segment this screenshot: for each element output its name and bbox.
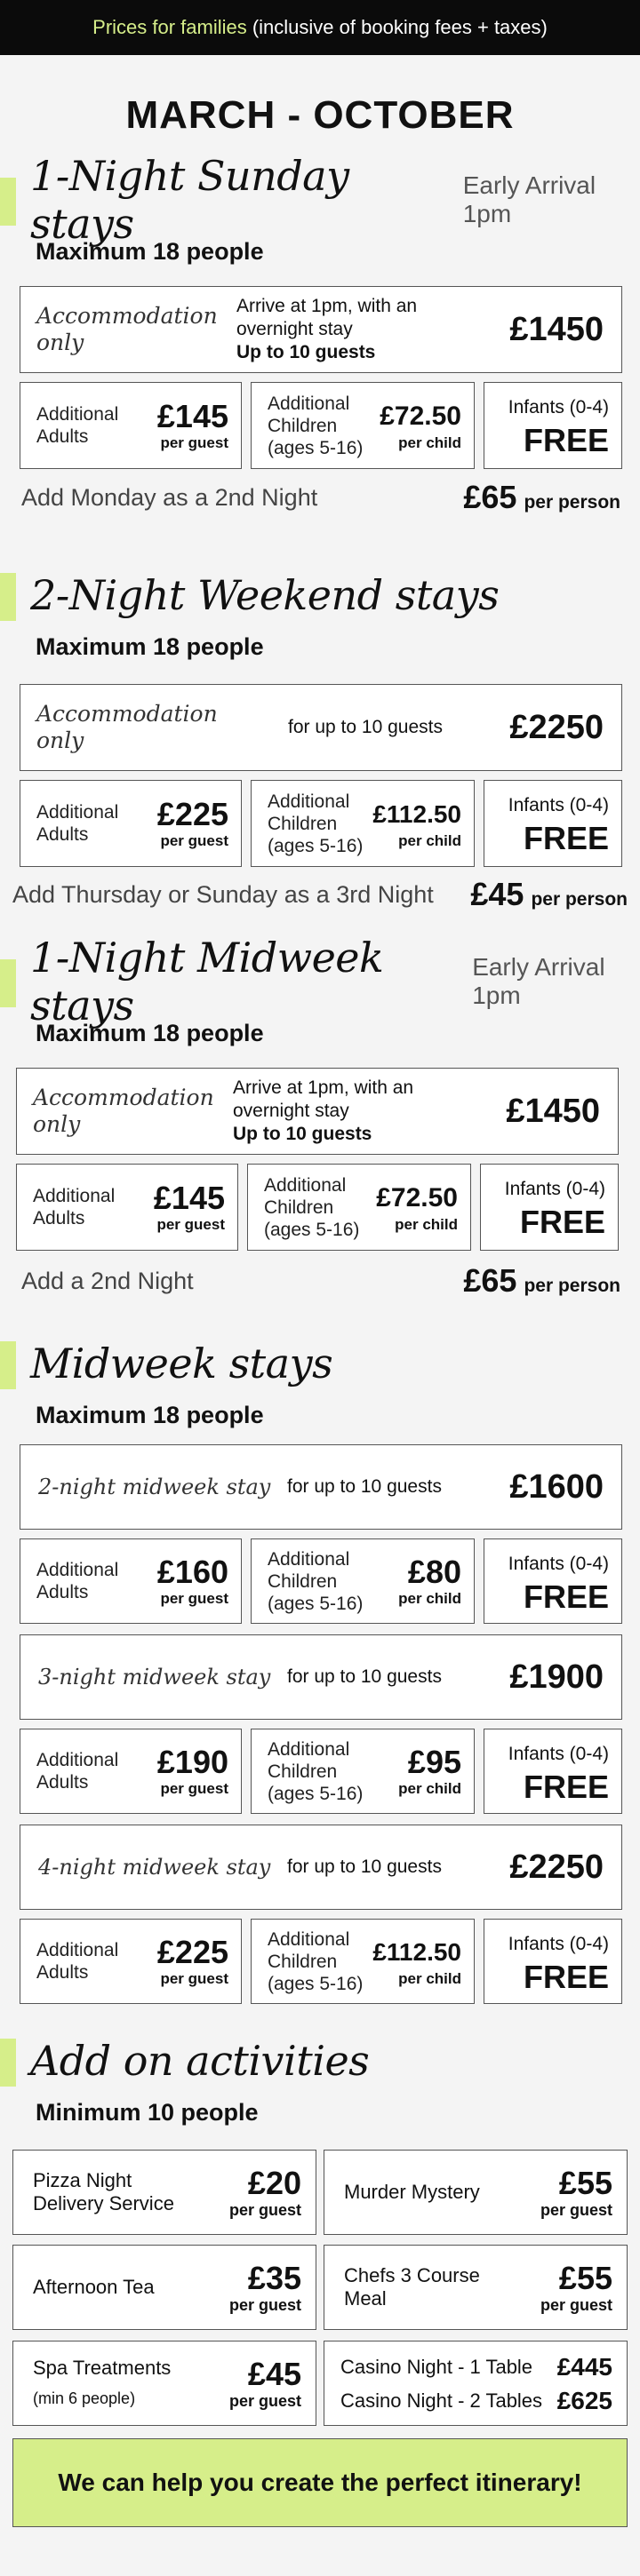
children-label: Additional Children (ages 5-16) bbox=[268, 1928, 364, 1994]
children-price: £80 bbox=[407, 1554, 461, 1590]
accommodation-label: Accommodation only bbox=[33, 1085, 214, 1137]
children-price: £112.50 bbox=[372, 800, 461, 828]
adults-per: per guest bbox=[160, 1590, 228, 1607]
activity-name: Pizza Night Delivery Service bbox=[33, 2169, 174, 2214]
adults-label: Additional Adults bbox=[33, 1186, 116, 1228]
additional-children-card bbox=[251, 382, 475, 469]
children-price: £95 bbox=[407, 1744, 461, 1780]
additional-adults-card bbox=[20, 382, 242, 469]
adults-per: per guest bbox=[160, 434, 228, 451]
additional-children-card bbox=[251, 780, 475, 867]
adults-label: Additional Adults bbox=[36, 1560, 119, 1602]
infants-card bbox=[484, 1919, 622, 2004]
adults-price: £160 bbox=[156, 1554, 228, 1590]
max-people: Maximum 18 people bbox=[36, 633, 264, 660]
stay-price: £1600 bbox=[509, 1467, 604, 1506]
activity-price: £35 bbox=[247, 2259, 301, 2296]
extra-night-text: Add Thursday or Sunday as a 3rd Night bbox=[12, 880, 434, 908]
activity-per: per guest bbox=[540, 2200, 612, 2219]
extra-night-per: per person bbox=[531, 889, 628, 910]
section-midweek-stays bbox=[0, 1332, 640, 2016]
activity-name: Murder Mystery bbox=[344, 2181, 480, 2203]
section-title: Add on activities bbox=[30, 2037, 370, 2085]
stay-price: £2250 bbox=[509, 1848, 604, 1886]
activity-casino-night bbox=[324, 2341, 628, 2426]
extra-night-text: Add a 2nd Night bbox=[21, 1267, 194, 1294]
adults-per: per guest bbox=[160, 832, 228, 849]
pricing-banner bbox=[0, 0, 640, 55]
stay-label: 2-night midweek stay bbox=[38, 1475, 271, 1499]
midweek-stay-card bbox=[20, 1444, 622, 1530]
extra-night-price bbox=[470, 876, 628, 913]
activity-name bbox=[33, 2357, 171, 2410]
accommodation-description: for up to 10 guests bbox=[288, 717, 443, 737]
section-title: Midweek stays bbox=[30, 1340, 333, 1387]
children-label: Additional Children (ages 5-16) bbox=[268, 393, 364, 458]
children-label: Additional Children (ages 5-16) bbox=[268, 791, 364, 856]
accommodation-price: £1450 bbox=[506, 1092, 600, 1130]
adults-per: per guest bbox=[160, 1970, 228, 1987]
casino-two-name: Casino Night - 2 Tables bbox=[340, 2389, 543, 2412]
infants-card bbox=[480, 1164, 619, 1251]
infants-price: FREE bbox=[519, 1204, 605, 1240]
infants-price: FREE bbox=[523, 1959, 609, 1995]
stay-description: for up to 10 guests bbox=[287, 1666, 442, 1687]
midweek-stay-card bbox=[20, 1634, 622, 1720]
casino-one-name: Casino Night - 1 Table bbox=[340, 2356, 533, 2378]
section-title-row bbox=[0, 1332, 640, 1395]
adults-price: £145 bbox=[156, 398, 228, 434]
infants-price: FREE bbox=[523, 1769, 609, 1805]
accommodation-card bbox=[16, 1068, 619, 1155]
children-per: per child bbox=[398, 1780, 461, 1797]
section-title-row bbox=[0, 2030, 640, 2092]
adults-label: Additional Adults bbox=[36, 404, 119, 447]
additional-adults-card bbox=[20, 1538, 242, 1624]
adults-label: Additional Adults bbox=[36, 1750, 119, 1793]
accommodation-label: Accommodation only bbox=[36, 701, 218, 753]
activity-price: £20 bbox=[247, 2164, 301, 2201]
extra-night-row bbox=[12, 877, 628, 912]
infants-card bbox=[484, 780, 622, 867]
section-sunday-stays bbox=[0, 152, 640, 524]
section-title-row bbox=[0, 152, 640, 248]
adults-price: £145 bbox=[153, 1180, 225, 1216]
accent-bar bbox=[0, 959, 16, 1007]
max-people: Maximum 18 people bbox=[36, 238, 264, 265]
stay-description: for up to 10 guests bbox=[287, 1476, 442, 1497]
activity-name: Afternoon Tea bbox=[33, 2276, 155, 2298]
max-people: Maximum 18 people bbox=[36, 1020, 264, 1046]
children-price: £72.50 bbox=[380, 402, 461, 431]
extra-night-row bbox=[21, 1263, 620, 1299]
children-price: £72.50 bbox=[376, 1183, 458, 1212]
activity-price: £55 bbox=[558, 2259, 612, 2296]
children-per: per child bbox=[398, 832, 461, 849]
adults-label: Additional Adults bbox=[36, 802, 119, 845]
section-add-on-activities bbox=[0, 2030, 640, 2572]
infants-price: FREE bbox=[523, 820, 609, 856]
section-title: 2-Night Weekend stays bbox=[30, 571, 500, 619]
activity-murder-mystery bbox=[324, 2150, 628, 2235]
itinerary-cta-button[interactable]: We can help you create the perfect itinerary! bbox=[12, 2438, 628, 2527]
children-label: Additional Children (ages 5-16) bbox=[268, 1738, 364, 1804]
stay-price: £1900 bbox=[509, 1658, 604, 1696]
extra-night-text: Add Monday as a 2nd Night bbox=[21, 483, 318, 511]
accent-bar bbox=[0, 573, 16, 621]
accommodation-label: Accommodation only bbox=[36, 303, 218, 355]
accommodation-guest-limit: Up to 10 guests bbox=[233, 1124, 372, 1144]
activity-afternoon-tea bbox=[12, 2245, 316, 2330]
accommodation-price: £1450 bbox=[509, 310, 604, 348]
season-heading: MARCH - OCTOBER bbox=[125, 93, 515, 137]
children-per: per child bbox=[395, 1216, 458, 1233]
additional-adults-card bbox=[20, 780, 242, 867]
infants-price: FREE bbox=[523, 422, 609, 458]
arrival-note: Early Arrival 1pm bbox=[472, 953, 605, 1009]
extra-night-per: per person bbox=[524, 492, 620, 513]
accent-bar bbox=[0, 1341, 16, 1389]
accommodation-price: £2250 bbox=[509, 708, 604, 746]
adults-price: £225 bbox=[156, 1934, 228, 1970]
accommodation-card bbox=[20, 684, 622, 771]
extra-night-amount: £45 bbox=[470, 876, 524, 912]
max-people: Maximum 18 people bbox=[36, 1402, 264, 1428]
additional-adults-card bbox=[16, 1164, 238, 1251]
accommodation-card bbox=[20, 286, 622, 373]
accommodation-guest-limit: Up to 10 guests bbox=[236, 342, 376, 362]
infants-label: Infants (0-4) bbox=[508, 1744, 609, 1764]
accommodation-description bbox=[233, 1077, 491, 1146]
activity-per: per guest bbox=[228, 2391, 301, 2410]
spa-name: Spa Treatments bbox=[33, 2357, 172, 2379]
infants-card bbox=[484, 1729, 622, 1814]
infants-label: Infants (0-4) bbox=[508, 795, 609, 815]
section-title: 1-Night Sunday stays bbox=[30, 152, 349, 248]
additional-adults-card bbox=[20, 1919, 242, 2004]
extra-night-row bbox=[21, 480, 620, 515]
activity-per: per guest bbox=[228, 2200, 301, 2219]
accommodation-desc-text: Arrive at 1pm, with an overnight stay bbox=[236, 296, 418, 339]
children-per: per child bbox=[398, 1970, 461, 1987]
children-per: per child bbox=[398, 1590, 461, 1607]
children-price: £112.50 bbox=[372, 1938, 461, 1966]
activity-name: Chefs 3 Course Meal bbox=[344, 2264, 480, 2310]
adults-label: Additional Adults bbox=[36, 1940, 119, 1983]
extra-night-price bbox=[463, 1262, 620, 1300]
accommodation-desc-text: Arrive at 1pm, with an overnight stay bbox=[233, 1077, 414, 1121]
infants-price: FREE bbox=[523, 1578, 609, 1615]
infants-label: Infants (0-4) bbox=[508, 1934, 609, 1954]
activity-spa-treatments bbox=[12, 2341, 316, 2426]
casino-one-table bbox=[340, 2350, 612, 2384]
casino-one-price: £445 bbox=[556, 2353, 612, 2381]
additional-children-card bbox=[247, 1164, 471, 1251]
infants-card bbox=[484, 1538, 622, 1624]
additional-children-card bbox=[251, 1538, 475, 1624]
accommodation-description bbox=[236, 295, 494, 364]
section-title: 1-Night Midweek stays bbox=[30, 934, 384, 1030]
activity-price: £45 bbox=[247, 2355, 301, 2392]
arrival-note: Early Arrival 1pm bbox=[462, 171, 596, 227]
activity-per: per guest bbox=[540, 2295, 612, 2314]
section-title-row bbox=[0, 934, 640, 1030]
additional-adults-card bbox=[20, 1729, 242, 1814]
activity-price: £55 bbox=[558, 2164, 612, 2201]
casino-two-tables bbox=[340, 2384, 612, 2418]
activity-chefs-meal bbox=[324, 2245, 628, 2330]
infants-label: Infants (0-4) bbox=[508, 1554, 609, 1574]
extra-night-amount: £65 bbox=[463, 1262, 517, 1299]
stay-description: for up to 10 guests bbox=[287, 1856, 442, 1877]
spa-note: (min 6 people) bbox=[33, 2389, 136, 2407]
extra-night-per: per person bbox=[524, 1276, 620, 1296]
additional-children-card bbox=[251, 1919, 475, 2004]
additional-children-card bbox=[251, 1729, 475, 1814]
midweek-stay-card bbox=[20, 1825, 622, 1910]
banner-highlight: Prices for families bbox=[92, 16, 247, 38]
extra-night-amount: £65 bbox=[463, 479, 517, 515]
stay-label: 3-night midweek stay bbox=[38, 1665, 271, 1690]
children-label: Additional Children (ages 5-16) bbox=[264, 1174, 360, 1240]
section-weekend-stays bbox=[0, 564, 640, 919]
infants-label: Infants (0-4) bbox=[504, 1179, 605, 1199]
adults-per: per guest bbox=[156, 1216, 225, 1233]
adults-price: £225 bbox=[156, 796, 228, 832]
children-per: per child bbox=[398, 434, 461, 451]
accent-bar bbox=[0, 178, 16, 226]
banner-text: (inclusive of booking fees + taxes) bbox=[246, 16, 548, 38]
section-title-row bbox=[0, 564, 640, 626]
accent-bar bbox=[0, 2039, 16, 2087]
section-midweek-one-night bbox=[0, 934, 640, 1315]
casino-two-price: £625 bbox=[556, 2387, 612, 2414]
stay-label: 4-night midweek stay bbox=[38, 1855, 271, 1880]
infants-label: Infants (0-4) bbox=[508, 397, 609, 417]
extra-night-price bbox=[463, 479, 620, 516]
activity-per: per guest bbox=[228, 2295, 301, 2314]
infants-card bbox=[484, 382, 622, 469]
adults-price: £190 bbox=[156, 1744, 228, 1780]
activity-pizza-night bbox=[12, 2150, 316, 2235]
children-label: Additional Children (ages 5-16) bbox=[268, 1548, 364, 1614]
adults-per: per guest bbox=[160, 1780, 228, 1797]
min-people: Minimum 10 people bbox=[36, 2099, 259, 2126]
